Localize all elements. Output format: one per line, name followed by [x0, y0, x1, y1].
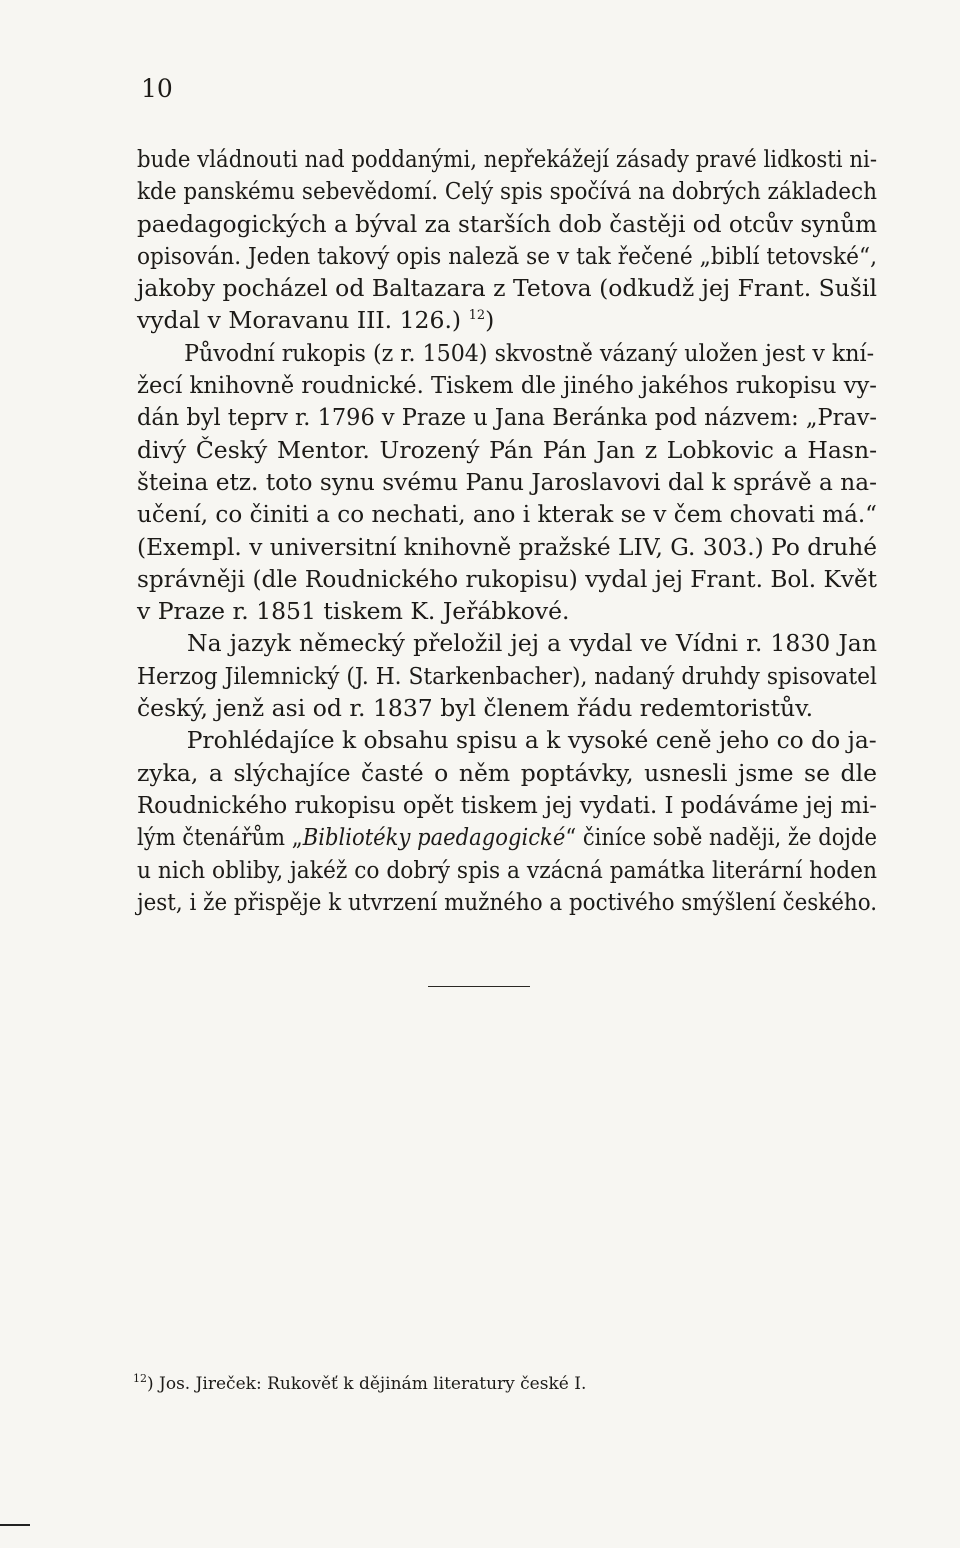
text-run: opisován. Jeden takový opis naleză se v tak řečené „biblí tetovské“,: [137, 241, 877, 270]
scan-edge-mark: [0, 1524, 30, 1526]
footnote: [133, 1372, 586, 1396]
text-run: v Praze r. 1851 tiskem K. Jeřábkové.: [137, 597, 570, 626]
text-run: kde panskému sebevědomí. Celý spis spočívá na dobrých základech: [137, 177, 877, 206]
text-line: [137, 724, 927, 756]
text-run: Herzog Jilemnický (J. H. Starkenbacher), nadaný druhdy spisovatel: [137, 661, 878, 690]
page-number: 10: [141, 74, 173, 103]
text-line: [137, 886, 877, 918]
text-line: [137, 175, 877, 207]
text-line: [137, 595, 877, 627]
text-line: [137, 821, 877, 853]
text-run: český, jenž asi od r. 1837 byl členem řádu redemtoristův.: [137, 694, 814, 723]
text-line: [137, 337, 924, 369]
text-run: žecí knihovně roudnické. Tiskem dle jiného jakéhos rukopisu vy-: [137, 371, 877, 400]
text-run: Na jazyk německý přeložil jej a vydal ve Vídni r. 1830 Jan: [187, 629, 877, 658]
text-line: [137, 531, 877, 563]
text-run: “ činíce sobě naději, že dojde: [565, 823, 877, 852]
text-run: jakoby pocházel od Baltazara z Tetova (odkudž jej Frant. Sušil: [137, 274, 877, 303]
footnote-mark: 12: [133, 1372, 147, 1385]
text-run: Prohlédajíce k obsahu spisu a k vysoké ceně jeho co do ja-: [186, 726, 877, 755]
text-line: [137, 208, 877, 240]
text-line: [137, 854, 877, 886]
text-line: [137, 627, 877, 659]
text-line: [137, 240, 877, 272]
text-line: [137, 304, 877, 336]
text-line: [137, 143, 877, 175]
footnote-reference: 12: [468, 308, 486, 324]
text-run: Roudnického rukopisu opět tiskem jej vydati. I podáváme jej mi-: [137, 790, 877, 819]
text-run: učení, co činiti a co nechati, ano i kterak se v čem chovati má.“: [137, 500, 877, 529]
text-run: u nich obliby, jakéž co dobrý spis a vzácná památka literární hoden: [137, 855, 878, 884]
text-line: [137, 272, 877, 304]
text-run: správněji (dle Roudnického rukopisu) vydal jej Frant. Bol. Květ: [137, 564, 877, 593]
text-line: [137, 692, 877, 724]
body-text: [137, 143, 877, 918]
text-run: zyka, a slýchajíce časté o něm poptávky, usnesli jsme se dle: [137, 758, 878, 787]
text-line: [137, 563, 877, 595]
text-line: [137, 498, 877, 530]
text-run: divý Český Mentor. Urozený Pán Pán Jan z Lobkovic a Hasn-: [137, 435, 878, 464]
text-run: (Exempl. v universitní knihovně pražské LIV, G. 303.) Po druhé: [137, 532, 878, 561]
text-run: jest, i že přispěje k utvrzení mužného a poctivého smýšlení českého.: [137, 887, 878, 916]
text-line: [137, 466, 877, 498]
text-line: [137, 369, 877, 401]
text-line: [137, 660, 877, 692]
text-run: lým čtenářům „: [137, 823, 303, 852]
text-run: bude vládnouti nad poddanými, nepřekážejí zásady pravé lidkosti ni-: [137, 145, 878, 173]
text-line: [137, 434, 877, 466]
text-run: šteina etz. toto synu svému Panu Jaroslavovi dal k správě a na-: [137, 467, 877, 496]
italic-title: Bibliotéky paedagogické: [302, 823, 566, 852]
text-run: Původní rukopis (z r. 1504) skvostně vázaný uložen jest v kní-: [184, 338, 875, 367]
text-line: [137, 757, 877, 789]
text-run: paedagogických a býval za starších dob častěji od otcův synům: [137, 209, 878, 238]
text-line: [137, 789, 877, 821]
text-run: ): [485, 306, 495, 335]
text-run: dán byl teprv r. 1796 v Praze u Jana Beránka pod názvem: „Prav-: [137, 403, 878, 432]
section-divider: [428, 986, 530, 987]
text-line: [137, 401, 877, 433]
text-run: vydal v Moravanu III. 126.): [137, 306, 469, 335]
footnote-text: ) Jos. Jireček: Rukověť k dějinám literatury české I.: [147, 1374, 587, 1394]
